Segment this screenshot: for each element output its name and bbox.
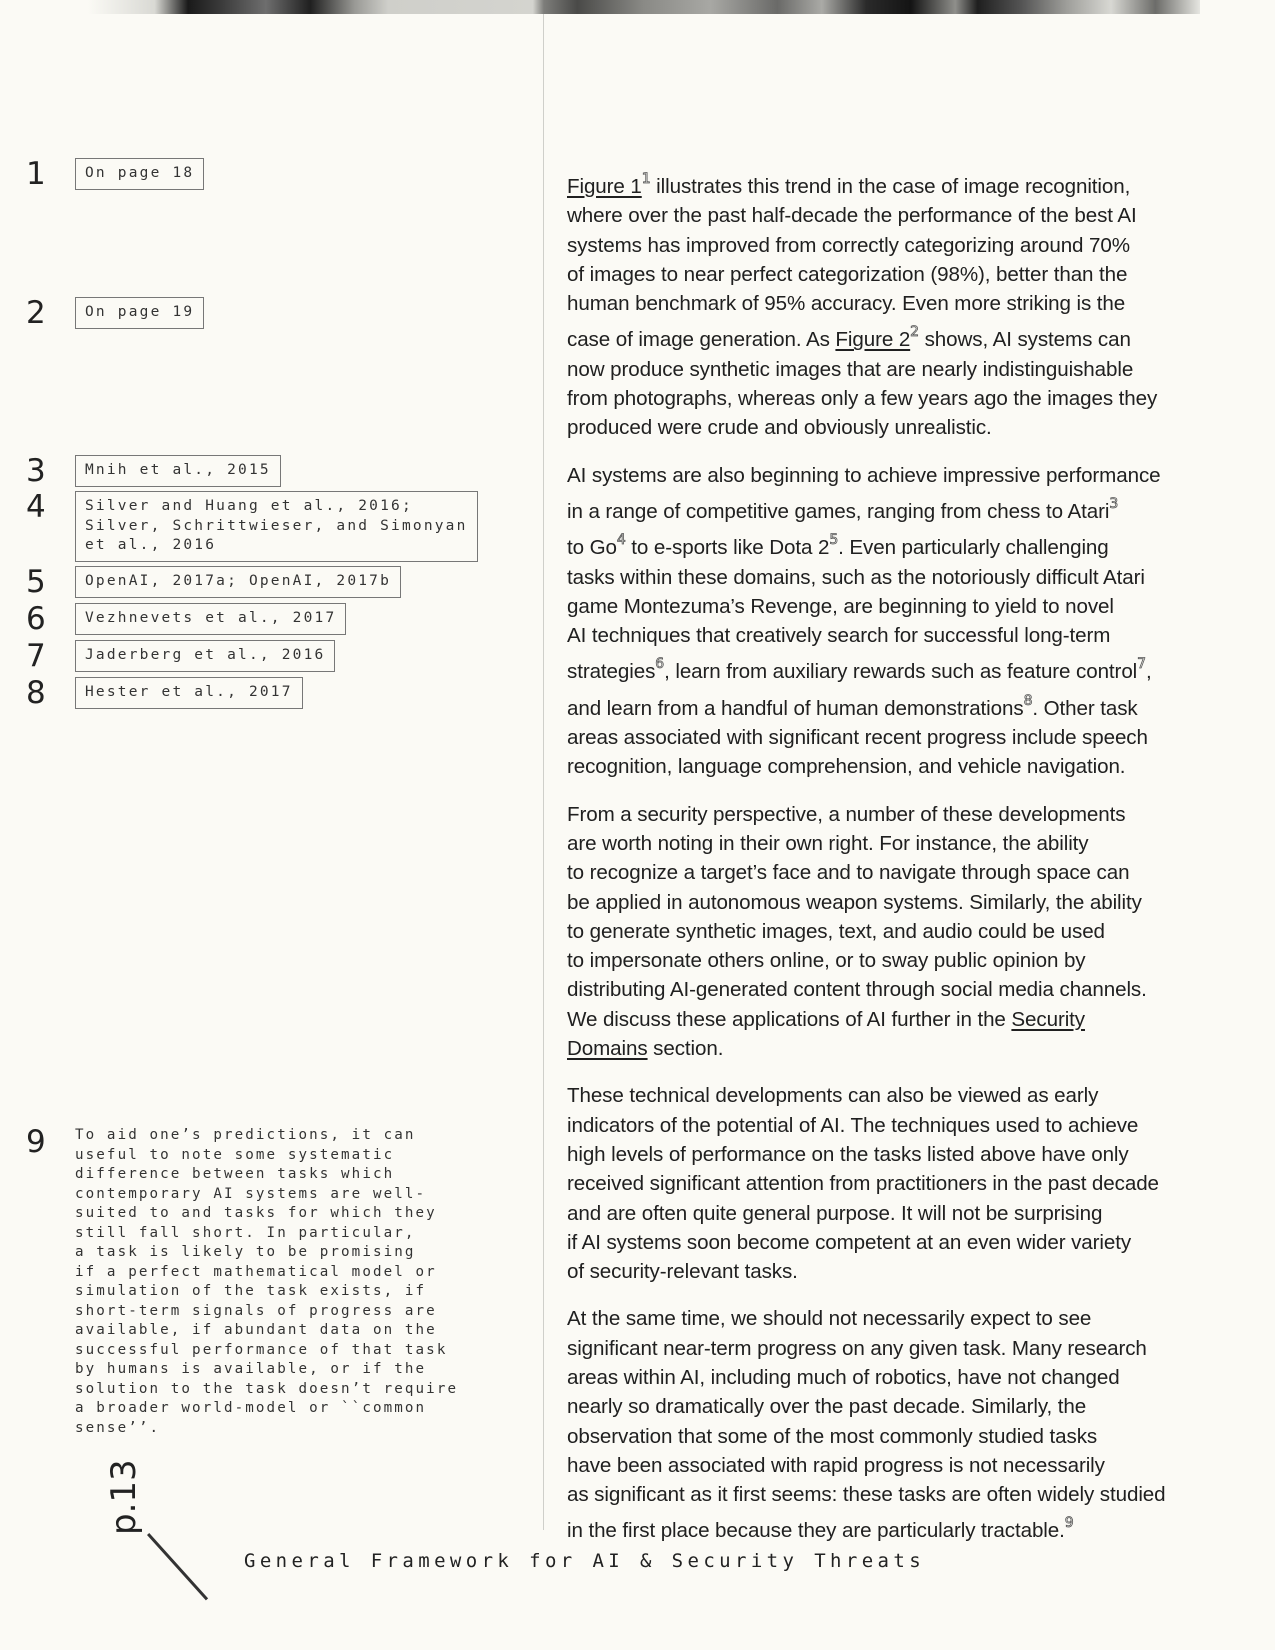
security-domains-link[interactable]: Security Domains [567,1007,1085,1061]
footnote-marker: 2 [910,324,919,341]
paragraph-text: , and learn from a handful of human demonstrations [567,660,1152,720]
paragraph-text: . Even particularly challenging tasks within these domains, such as the notoriously difficult Atari game Montezuma’s Revenge, are beginning to yield to novel AI techniques that creatively search for successful long-term strategies [567,536,1145,684]
sidenote-reference: OpenAI, 2017a; OpenAI, 2017b [75,566,401,598]
paragraph-text: From a security perspective, a number of these developments are worth noting in their own right. For instance, the ability to recognize a target’s face and to navigate through space can be applied in autonomous weapon systems. Similarly, the ability to generate synthetic images, text, and audio could be used to impersonate others online, or to sway public opinion by distributing AI-generated content through social media channels. We discuss these applications of AI further in the [567,802,1147,1031]
footer-title: General Framework for AI & Security Threats [244,1550,926,1572]
paragraph-3 [567,800,1207,1064]
sidenote-reference: On page 19 [75,297,204,329]
sidenote-number: 1 [26,156,46,192]
sidenote-number: 3 [26,453,46,489]
footnote-marker: 6 [655,656,665,673]
sidenote-number: 5 [26,564,46,600]
footnote-marker: 9 [1064,1515,1074,1532]
footnote-marker: 7 [1137,656,1146,673]
figure-1-link[interactable]: Figure 1 [567,175,642,198]
sidenote-number: 2 [26,295,46,331]
paragraph-4: These technical developments can also be viewed as early indicators of the potential of AI. The techniques used to achieve high levels of performance on the tasks listed above have only received significant attention from practitioners in the past decade and are often quite general purpose. It will not be surprising if AI systems soon become competent at an even wider variety of security-relevant tasks. [567,1084,1159,1284]
sidenote-number: 8 [26,675,46,711]
sidenote-number: 9 [26,1124,46,1160]
column-divider [543,14,544,1530]
sidenote-reference: Mnih et al., 2015 [75,455,281,487]
sidenote-reference: Silver and Huang et al., 2016; Silver, Schrittwieser, and Simonyan et al., 2016 [75,491,478,562]
sidenote-number: 6 [26,601,46,637]
figure-2-link[interactable]: Figure 2 [835,328,911,352]
sidenote-reference: Hester et al., 2017 [75,677,303,709]
paragraph-2 [567,461,1207,782]
footnote-marker: 3 [1109,495,1119,512]
paragraph-1 [567,165,1207,443]
paragraph-text: illustrates this trend in the case of image recognition, where over the past half-decade the performance of the best AI systems has improved from correctly categorizing around 70% of images to near perfect categorization (98%), better than the human benchmark of 95% accuracy. Even more striking is the case of image generation. As [567,175,1137,352]
sidenote-number: 7 [26,638,46,674]
sidenote-text: To aid one’s predictions, it can useful to note some systematic difference between tasks which contemporary AI systems are well- suited to and tasks for which they still fall short. In particular, a task is likely to be promising if a perfect mathematical model or simulation of the task exists, if short-term signals of progress are available, if abundant data on the successful performance of that task by humans is available, or if the solution to the task doesn’t require a broader world-model or ``common sense’’. [75,1127,459,1436]
sidenote-reference: On page 18 [75,158,204,190]
paragraph-text: shows, AI systems can now produce synthetic images that are nearly indistinguishable from photographs, whereas only a few years ago the images they produced were crude and obviously unrealistic. [567,328,1158,440]
paragraph-text: to Go [567,536,617,560]
page-number: p.13 [104,1459,144,1535]
main-body [567,165,1207,1564]
footnote-marker: 4 [616,532,626,549]
sidenote-reference: Jaderberg et al., 2016 [75,640,335,672]
decorative-slash [147,1533,208,1600]
paragraph-text: section. [647,1037,724,1061]
sidenote-reference: Vezhnevets et al., 2017 [75,603,346,635]
sidenote-number: 4 [26,489,46,525]
footnote-marker: 1 [641,171,651,187]
header-gradient-bar [88,0,1200,14]
paragraph-text: , learn from auxiliary rewards such as feature control [664,660,1138,684]
footnote-marker: 5 [829,532,839,549]
paragraph-text: to e-sports like Dota 2 [625,536,830,560]
paragraph-5 [567,1304,1207,1545]
paragraph-text: AI systems are also beginning to achieve impressive performance in a range of competitive games, ranging from chess to Atari [567,463,1161,523]
paragraph-text: At the same time, we should not necessarily expect to see significant near-term progress on any given task. Many research areas within AI, including much of robotics, have not changed nearly so dramatically over the past decade. Similarly, the observation that some of the most commonly studied tasks have been associated with rapid progress is not necessarily as significant as it first seems: these tasks are often widely studied in the first place because they are particularly tractable. [567,1307,1166,1543]
footnote-marker: 8 [1023,692,1033,709]
paragraph-text: . Other task areas associated with significant recent progress include speech recognition, language comprehension, and vehicle navigation. [567,696,1148,779]
